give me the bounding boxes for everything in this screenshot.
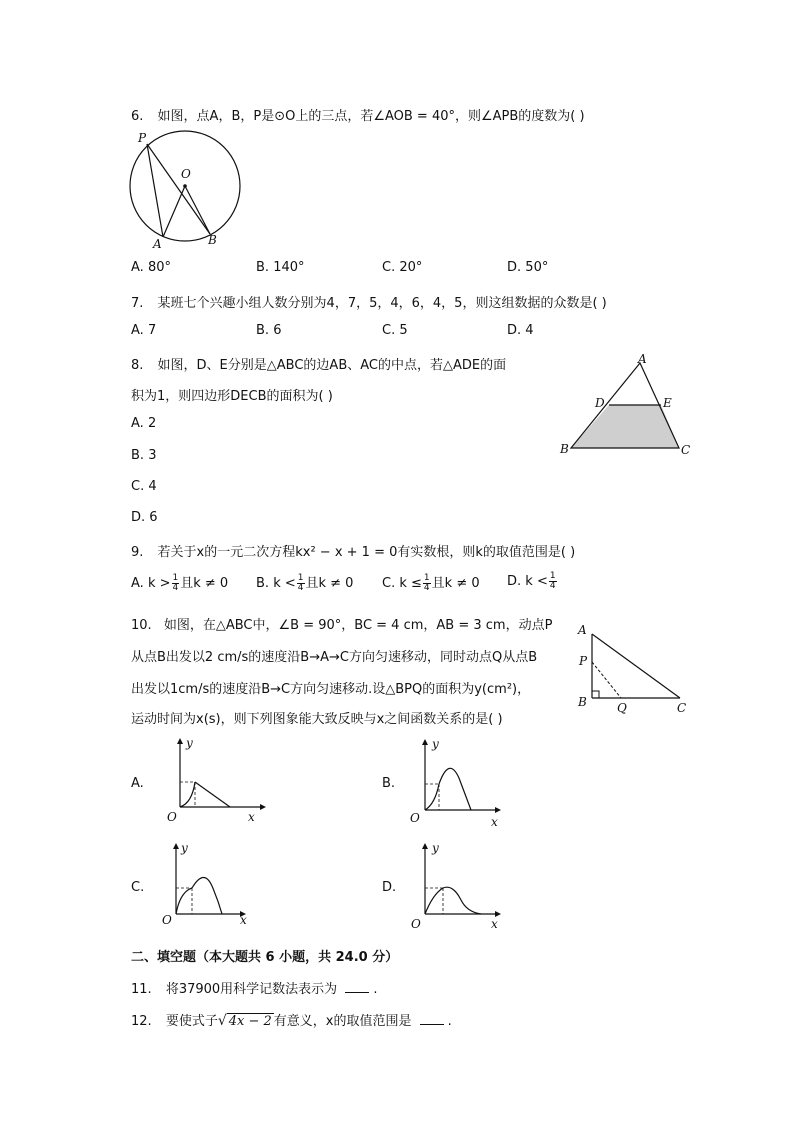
q7-option-b[interactable]: B. 6 (256, 323, 282, 338)
q10-number: 10. (131, 618, 152, 633)
q10-option-c-label[interactable]: C. (131, 880, 145, 895)
label-a: A (153, 237, 162, 251)
svg-text:x: x (491, 815, 498, 829)
q11-stem: 11. 将37900用科学记数法表示为 . (131, 982, 378, 997)
q10-option-a-label[interactable]: A. (131, 776, 144, 791)
right-angle-mark (592, 691, 599, 698)
q6-circle-figure (125, 130, 250, 250)
q6-option-b[interactable]: B. 140° (256, 260, 305, 275)
q11-number: 11. (131, 982, 152, 997)
q6-number: 6. (131, 109, 144, 124)
q9-option-c[interactable]: C. k ≤ $\frac{1}{4}$ 且k ≠ 0 (382, 573, 480, 593)
segment-ob (185, 186, 210, 234)
q10-stem-line1: 10. 如图，在△ABC中，∠B = 90°，BC = 4 cm，AB = 3 cm，动点P (131, 618, 553, 633)
q10-option-d-label[interactable]: D. (382, 880, 397, 895)
q9-text: 若关于x的一元二次方程kx² − x + 1 = 0有实数根，则k的取值范围是( ) (157, 545, 576, 560)
q7-stem (131, 292, 607, 311)
side-ac (592, 634, 680, 698)
q8-option-a[interactable]: A. 2 (131, 416, 157, 431)
segment-pq (592, 662, 621, 698)
label-b: B (208, 233, 217, 247)
curve-rise (176, 888, 192, 914)
q6-option-a[interactable]: A. 80° (131, 260, 171, 275)
q10-option-c-graph[interactable] (158, 842, 258, 932)
q8-number: 8. (131, 358, 144, 373)
curve-arch (192, 877, 222, 914)
label-a: A (638, 352, 647, 366)
sqrt-expression: √ 4x − 2 (217, 1013, 272, 1029)
label-b: B (578, 695, 587, 709)
curve-rise (180, 782, 195, 807)
label-p: P (579, 654, 588, 668)
center-point (183, 184, 187, 188)
q10-option-a-graph[interactable] (160, 735, 270, 825)
q11-answer-blank[interactable] (345, 982, 369, 993)
label-q: Q (617, 701, 627, 715)
svg-text:O: O (411, 917, 421, 931)
q9-number: 9. (131, 545, 144, 560)
q10-stem-line4: 运动时间为x(s)，则下列图象能大致反映与x之间函数关系的是( ) (131, 712, 503, 727)
q9-stem (131, 541, 575, 560)
q6-stem (131, 105, 585, 124)
q10-stem-line3: 出发以1cm/s的速度沿B→C方向匀速移动.设△BPQ的面积为y(cm²)， (131, 682, 531, 697)
q8-triangle-figure (555, 350, 695, 460)
q7-number: 7. (131, 296, 144, 311)
q8-stem-line2: 积为1，则四边形DECB的面积为( ) (131, 389, 333, 404)
q10-option-b-graph[interactable] (405, 738, 505, 828)
q7-text: 某班七个兴趣小组人数分别为4，7，5，4，6，4，5，则这组数据的众数是( ) (157, 296, 607, 311)
q9-option-d[interactable]: D. k < $\frac{1}{4}$ (507, 571, 556, 591)
q9-option-a[interactable]: A. k > $\frac{1}{4}$ 且k ≠ 0 (131, 573, 229, 593)
curve-fall (443, 887, 481, 914)
curve-rise (425, 784, 439, 810)
segment-pa (147, 144, 163, 237)
q8-option-c[interactable]: C. 4 (131, 479, 157, 494)
q10-stem-line2: 从点B出发以2 cm/s的速度沿B→A→C方向匀速移动，同时动点Q从点B (131, 650, 538, 665)
curve-arch (439, 768, 471, 810)
q7-option-c[interactable]: C. 5 (382, 323, 408, 338)
label-c: C (677, 701, 687, 715)
q12-number: 12. (131, 1014, 152, 1029)
svg-text:O: O (410, 811, 420, 825)
label-p: P (138, 131, 147, 145)
label-d: D (595, 396, 605, 410)
q6-text: 如图，点A，B，P是⊙O上的三点，若∠AOB = 40°，则∠APB的度数为( ) (157, 109, 585, 124)
svg-text:y: y (186, 736, 193, 750)
svg-text:y: y (181, 841, 188, 855)
q8-option-b[interactable]: B. 3 (131, 448, 157, 463)
section-2-title: 二、填空题（本大题共 6 小题，共 24.0 分） (131, 950, 399, 965)
q6-option-c[interactable]: C. 20° (382, 260, 423, 275)
label-o: O (181, 167, 191, 181)
q10-triangle-figure (575, 620, 695, 715)
curve-fall (195, 782, 230, 807)
q10-option-d-graph[interactable] (405, 842, 505, 932)
svg-text:O: O (167, 810, 177, 824)
label-c: C (681, 443, 691, 457)
svg-text:x: x (240, 913, 247, 927)
q6-option-d[interactable]: D. 50° (507, 260, 549, 275)
segment-pb (147, 144, 210, 234)
q12-stem: 12. 要使式子√ 4x − 2 有意义，x的取值范围是 . (131, 1013, 452, 1029)
q7-option-a[interactable]: A. 7 (131, 323, 157, 338)
q10-option-b-label[interactable]: B. (382, 776, 396, 791)
curve-rise (425, 888, 443, 914)
q9-option-b[interactable]: B. k < $\frac{1}{4}$ 且k ≠ 0 (256, 573, 354, 593)
q8-stem-line1: 8. 如图，D、E分别是△ABC的边AB、AC的中点，若△ADE的面 (131, 358, 507, 373)
svg-text:x: x (491, 917, 498, 931)
q7-option-d[interactable]: D. 4 (507, 323, 534, 338)
svg-text:y: y (432, 737, 439, 751)
svg-text:x: x (248, 810, 255, 824)
label-e: E (663, 396, 672, 410)
q8-option-d[interactable]: D. 6 (131, 510, 158, 525)
q12-answer-blank[interactable] (420, 1014, 444, 1025)
svg-text:O: O (162, 913, 172, 927)
segment-oa (163, 186, 185, 237)
label-b: B (560, 442, 569, 456)
label-a: A (578, 623, 587, 637)
svg-text:y: y (432, 841, 439, 855)
